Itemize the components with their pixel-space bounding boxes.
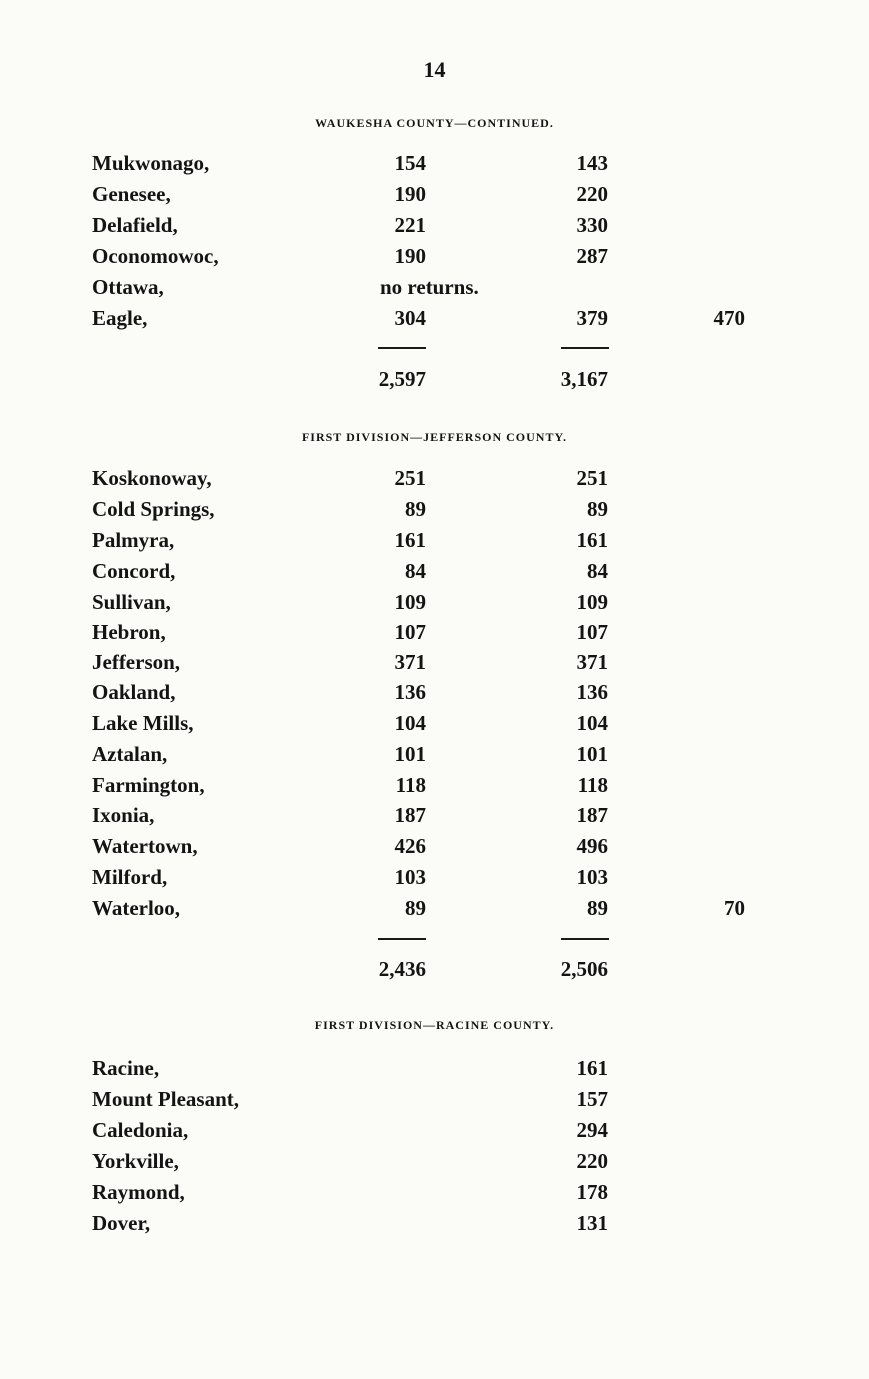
vote-count-c2: 109 <box>576 590 608 614</box>
vote-count-c1: 426 <box>394 834 426 858</box>
place-name: Koskonoway, <box>92 466 212 490</box>
vote-count-c1: 304 <box>394 306 426 330</box>
vote-count-c1: 89 <box>405 497 426 521</box>
table-row <box>0 528 869 558</box>
place-name: Hebron, <box>92 620 166 644</box>
place-name: Waterloo, <box>92 896 181 920</box>
total-row <box>0 957 869 987</box>
vote-count-c2: 103 <box>576 865 608 889</box>
vote-count-c1: 89 <box>405 896 426 920</box>
place-name: Caledonia, <box>92 1118 189 1142</box>
place-name: Lake Mills, <box>92 711 194 735</box>
place-name: Oakland, <box>92 680 176 704</box>
place-name: Eagle, <box>92 306 148 330</box>
vote-count-c2: 330 <box>576 213 608 237</box>
place-name: Palmyra, <box>92 528 175 552</box>
vote-count-c2: 496 <box>576 834 608 858</box>
page-number: 14 <box>423 57 446 82</box>
total-c1: 2,436 <box>378 957 426 981</box>
place-name: Aztalan, <box>92 742 168 766</box>
table-row <box>0 182 869 212</box>
table-row <box>0 244 869 274</box>
vote-count-c2: 161 <box>576 1056 608 1080</box>
total-c2: 3,167 <box>560 367 608 391</box>
place-name: Genesee, <box>92 182 171 206</box>
vote-count-c2: 136 <box>576 680 608 704</box>
total-c1: 2,597 <box>378 367 426 391</box>
vote-count-c1: 161 <box>394 528 426 552</box>
vote-count-c2: 379 <box>576 306 608 330</box>
table-row <box>0 275 869 305</box>
place-name: Raymond, <box>92 1180 185 1204</box>
total-rule <box>561 347 609 349</box>
vote-count-c1: 190 <box>394 182 426 206</box>
place-name: Jefferson, <box>92 650 181 674</box>
table-row <box>0 1118 869 1148</box>
place-name: Mount Pleasant, <box>92 1087 239 1111</box>
vote-count-c2: 220 <box>576 182 608 206</box>
vote-count-c2: 131 <box>576 1211 608 1235</box>
table-row <box>0 742 869 772</box>
table-row <box>0 213 869 243</box>
vote-count-c2: 178 <box>576 1180 608 1204</box>
vote-count-c2: 371 <box>576 650 608 674</box>
vote-count-c2: 187 <box>576 803 608 827</box>
table-row <box>0 803 869 833</box>
vote-count-c2: 294 <box>576 1118 608 1142</box>
place-name: Delafield, <box>92 213 178 237</box>
vote-count-c2: 84 <box>587 559 608 583</box>
total-rule <box>561 938 609 940</box>
table-row <box>0 1087 869 1117</box>
total-c2: 2,506 <box>560 957 608 981</box>
table-row <box>0 1149 869 1179</box>
total-rule <box>378 938 426 940</box>
vote-count-c1: 187 <box>394 803 426 827</box>
vote-count-c1: 103 <box>394 865 426 889</box>
place-name: Milford, <box>92 865 168 889</box>
place-name: Mukwonago, <box>92 151 210 175</box>
vote-count-c1: 104 <box>394 711 426 735</box>
table-row <box>0 896 869 926</box>
vote-count-c1: 101 <box>394 742 426 766</box>
vote-count-c1: 371 <box>394 650 426 674</box>
place-name: Racine, <box>92 1056 160 1080</box>
vote-count-c1: 109 <box>394 590 426 614</box>
vote-count-c2: 89 <box>587 497 608 521</box>
vote-count-c2: 220 <box>576 1149 608 1173</box>
table-row <box>0 680 869 710</box>
table-row <box>0 650 869 680</box>
table-row <box>0 590 869 620</box>
vote-count-c3: 70 <box>724 896 745 920</box>
place-name: Ixonia, <box>92 803 155 827</box>
vote-count-c2: 101 <box>576 742 608 766</box>
section-heading: FIRST DIVISION—RACINE COUNTY. <box>314 1018 555 1032</box>
table-row <box>0 834 869 864</box>
place-name: Sullivan, <box>92 590 171 614</box>
table-row <box>0 1211 869 1241</box>
section-heading: FIRST DIVISION—JEFFERSON COUNTY. <box>301 430 568 444</box>
total-row <box>0 367 869 397</box>
vote-count-c2: 89 <box>587 896 608 920</box>
place-name: Ottawa, <box>92 275 164 299</box>
place-name: Watertown, <box>92 834 198 858</box>
table-row <box>0 620 869 650</box>
table-row <box>0 1056 869 1086</box>
vote-count-c2: 104 <box>576 711 608 735</box>
vote-count-c3: 470 <box>713 306 745 330</box>
table-row <box>0 306 869 336</box>
table-row <box>0 773 869 803</box>
vote-count-c2: 161 <box>576 528 608 552</box>
table-row <box>0 559 869 589</box>
vote-count-c1: 136 <box>394 680 426 704</box>
section-heading: WAUKESHA COUNTY—CONTINUED. <box>315 116 554 130</box>
vote-count-c1: 154 <box>394 151 426 175</box>
table-row <box>0 711 869 741</box>
vote-count-c2: 251 <box>576 466 608 490</box>
vote-count-c1: 107 <box>394 620 426 644</box>
place-name: Oconomowoc, <box>92 244 219 268</box>
vote-count-c1: 221 <box>394 213 426 237</box>
place-name: Yorkville, <box>92 1149 179 1173</box>
table-row <box>0 1180 869 1210</box>
vote-count-c2: 157 <box>576 1087 608 1111</box>
table-row <box>0 466 869 496</box>
vote-count-c2: 118 <box>577 773 608 797</box>
vote-count-c1: 84 <box>405 559 426 583</box>
table-row <box>0 151 869 181</box>
table-row <box>0 865 869 895</box>
row-note: no returns. <box>380 275 479 299</box>
vote-count-c2: 287 <box>576 244 608 268</box>
place-name: Concord, <box>92 559 176 583</box>
place-name: Cold Springs, <box>92 497 215 521</box>
place-name: Farmington, <box>92 773 205 797</box>
vote-count-c2: 143 <box>576 151 608 175</box>
vote-count-c1: 118 <box>395 773 426 797</box>
vote-count-c1: 190 <box>394 244 426 268</box>
total-rule <box>378 347 426 349</box>
vote-count-c1: 251 <box>394 466 426 490</box>
place-name: Dover, <box>92 1211 151 1235</box>
table-row <box>0 497 869 527</box>
vote-count-c2: 107 <box>576 620 608 644</box>
